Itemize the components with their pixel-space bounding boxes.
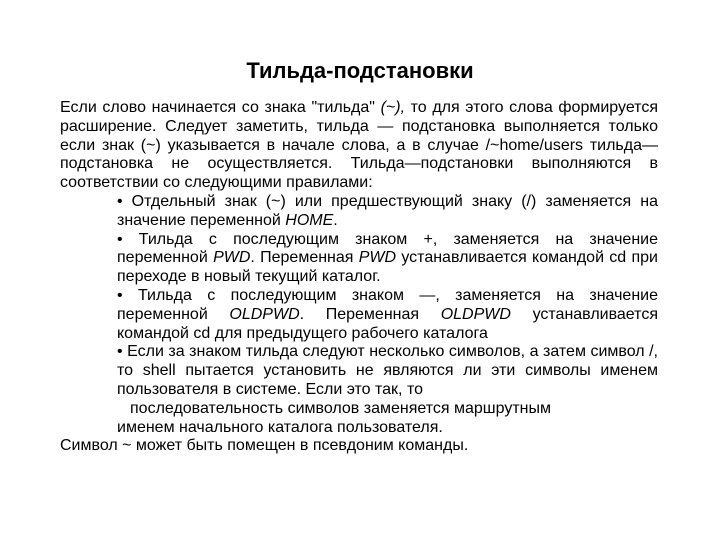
slide-title: Тильда-подстановки <box>246 58 474 83</box>
intro-text-1: Если слово начинается со знака "тильда" <box>60 99 381 116</box>
list-item <box>117 287 658 343</box>
list-item <box>117 343 658 437</box>
rule-1-var: HOME <box>285 211 334 229</box>
rule-2-text: • Тильда с последующим знаком +, заменяется на значение переменной <box>117 230 658 267</box>
rule-3-var-2: OLDPWD <box>440 305 511 323</box>
rule-3-mid: . Переменная <box>299 305 441 323</box>
rule-1-end: . <box>333 211 338 229</box>
rule-1-text: • Отдельный знак (~) или предшествующий знаку (/) заменяется на значение переменной <box>117 192 658 229</box>
rule-4-text: • Если за знаком тильда следуют несколько символов, а затем символ /, то shell пытается установить не являются ли эти символы именем пользователя в системе. Если это так, то <box>117 343 658 398</box>
rule-4-cont: последовательность символов заменяется маршрутным <box>130 399 552 417</box>
rule-3-var: OLDPWD <box>229 305 300 323</box>
slide-body <box>60 99 658 456</box>
intro-text-2: то для этого слова формируется расширение. Следует заметить, тильда — подстановка выполняется только если знак (~) указывается в начале слова, а в случае /~home/users тильда—подстановка не осуществляется. Тильда—подстановки выполняются в соответствии со следующими правилами: <box>60 99 658 192</box>
rule-3-text: • Тильда с последующим знаком —, заменяется на значение переменной <box>117 286 658 323</box>
rule-4-end: именем начального каталога пользователя. <box>117 418 443 436</box>
closing-paragraph: Символ ~ может быть помещен в псевдоним команды. <box>60 437 469 455</box>
intro-tilde-em: (~), <box>380 99 406 116</box>
intro-paragraph <box>60 99 658 193</box>
list-item <box>117 193 658 231</box>
rule-2-var-2: PWD <box>358 249 397 267</box>
rule-3-end: устанавливается командой cd для предыдущего рабочего каталога <box>117 305 658 342</box>
rule-2-mid: . Переменная <box>250 249 359 267</box>
rule-2-var: PWD <box>213 249 251 267</box>
list-item <box>117 231 658 287</box>
rule-2-end: устанавливается командой cd при переходе в новый текущий каталог. <box>117 249 658 286</box>
rules-list <box>60 193 658 437</box>
